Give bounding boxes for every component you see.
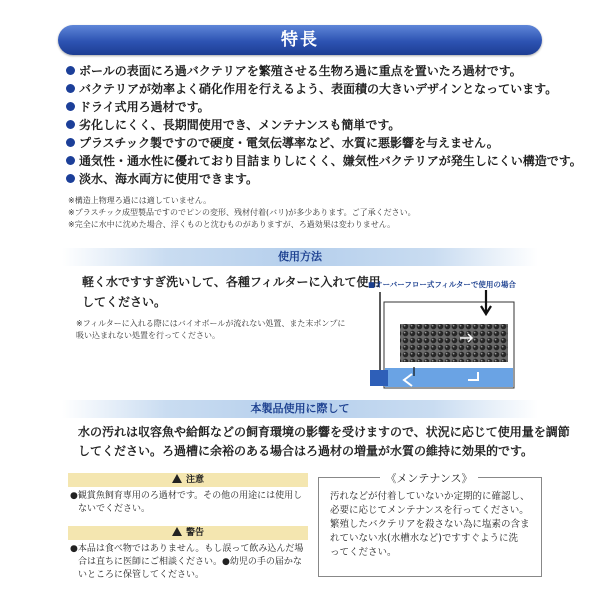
- bullet-icon: [66, 156, 75, 165]
- usage-note: ※フィルターに入れる際にはバイオボールが流れない処置、また末ポンプに: [76, 319, 346, 328]
- maintenance-text: れていない水(水槽水など)ですすぐように洗: [330, 533, 519, 544]
- feature-item: プラスチック製ですので硬度・電気伝導率など、水質に悪影響を与えません。: [66, 135, 499, 151]
- warning-triangle-icon: [172, 527, 182, 536]
- caution-text: ●観賞魚飼育専用のろ過材です。その他の用途には使用し: [70, 491, 303, 501]
- warning-text: ●本品は食べ物ではありません。もし誤って飲み込んだ場: [70, 544, 304, 554]
- maintenance-text: ってください。: [330, 547, 397, 558]
- water-icon: [385, 368, 513, 387]
- warning-heading: 警告: [68, 526, 308, 540]
- bullet-icon: [66, 174, 75, 183]
- maintenance-text: 汚れなどが付着していないか定期的に確認し、: [330, 491, 530, 502]
- bullet-icon: [66, 102, 75, 111]
- precautions-text: 水の汚れは収容魚や給餌などの飼育環境の影響を受けますので、状況に応じて使用量を調節: [78, 425, 570, 439]
- feature-item: 劣化しにくく、長期間使用でき、メンテナンスも簡単です。: [66, 117, 400, 133]
- diagram-caption: ■オーバーフロー式フィルターで使用の場合: [368, 280, 516, 289]
- warning-text: 合は直ちに医師にご相談ください。●幼児の手の届かな: [78, 557, 302, 567]
- feature-item: ドライ式用ろ過材です。: [66, 99, 210, 115]
- feature-item: 淡水、海水両方に使用できます。: [66, 171, 258, 187]
- pump-icon: [370, 370, 388, 386]
- usage-heading: 使用方法: [278, 250, 322, 263]
- maintenance-text: 繁殖したバクテリアを殺さない為に塩素の含ま: [330, 519, 530, 530]
- maintenance-title: 《メンテナンス》: [318, 470, 540, 486]
- bullet-icon: [66, 138, 75, 147]
- feature-item: バクテリアが効率よく硝化作用を行えるよう、表面積の大きいデザインとなっています。: [66, 81, 557, 97]
- feature-item: ボールの表面にろ過バクテリアを繁殖させる生物ろ過に重点を置いたろ過材です。: [66, 63, 522, 79]
- note-line: ※構造上物理ろ過には適していません。: [68, 196, 212, 205]
- note-line: ※プラスチック成型製品ですのでピンの変形、残材付着(バリ)が多少あります。ご了承ください。: [68, 208, 416, 217]
- caution-text: ないでください。: [78, 504, 151, 514]
- bullet-icon: [66, 84, 75, 93]
- usage-text: 軽く水ですすぎ洗いして、各種フィルターに入れて使用: [82, 275, 381, 289]
- precautions-heading: 本製品使用に際して: [250, 402, 350, 415]
- warning-text: いところに保管してください。: [78, 570, 205, 580]
- page-title: 特長: [281, 30, 319, 50]
- note-line: ※完全に水中に沈めた場合、浮くものと沈むものがありますが、ろ過効果は変わりません。: [68, 220, 396, 229]
- caution-heading: 注意: [68, 473, 308, 487]
- usage-note: 吸い込まれない処置を行ってください。: [76, 331, 220, 340]
- precautions-text: してください。ろ過槽に余裕のある場合はろ過材の増量が水質の維持に効果的です。: [78, 444, 534, 458]
- maintenance-text: 必要に応じてメンテナンスを行ってください。: [330, 505, 529, 516]
- overflow-filter-diagram: [360, 288, 520, 392]
- bullet-icon: [66, 66, 75, 75]
- feature-item: 通気性・通水性に優れており目詰まりしにくく、嫌気性バクテリアが発生しにくい構造です。: [66, 153, 582, 169]
- bio-ball-media: [400, 324, 508, 362]
- usage-text: してください。: [82, 295, 167, 309]
- bullet-icon: [66, 120, 75, 129]
- warning-triangle-icon: [172, 474, 182, 483]
